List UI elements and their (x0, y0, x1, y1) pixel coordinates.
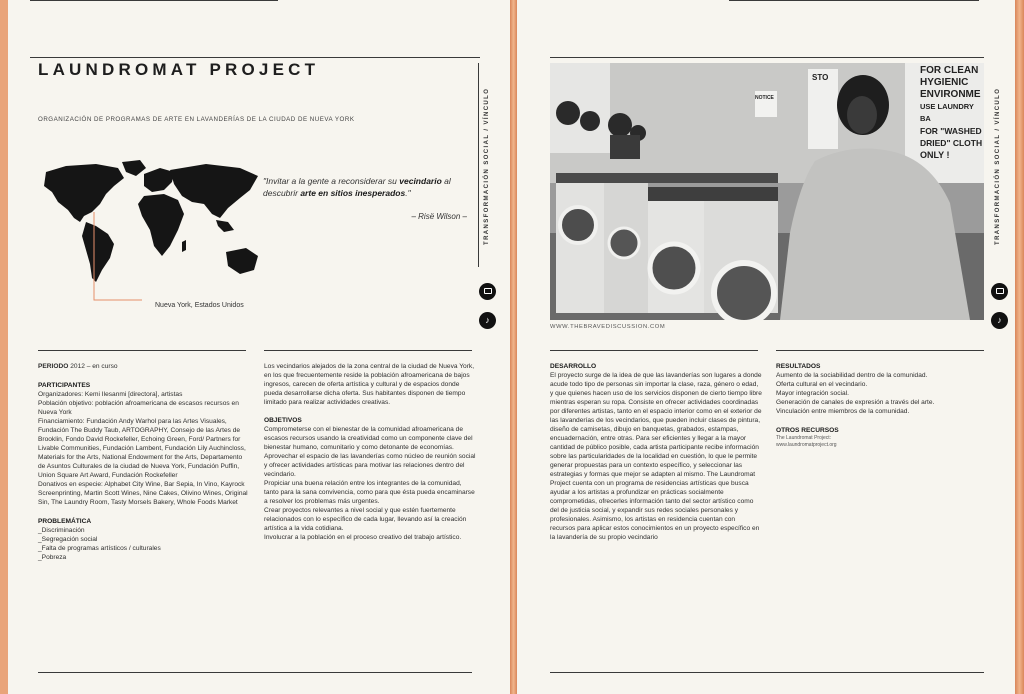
africa-shape (138, 194, 184, 256)
right-page-edge (1015, 0, 1024, 694)
bottom-rule (550, 672, 984, 673)
periodo-value: 2012 – en curso (68, 363, 118, 370)
objetivo-line: Involucrar a la población en el proceso creativo del trabajo artístico. (264, 534, 462, 541)
world-map (36, 160, 268, 310)
problematica-label: PROBLEMÁTICA (38, 518, 92, 525)
column-objectives (264, 362, 476, 542)
objetivo-line: Crear proyectos relevantes a nivel social y que estén fuertemente relacionados con lo específico de cada lugar, llevando así la creación artística a la vida cotidiana. (264, 507, 467, 532)
objetivos-label: OBJETIVOS (264, 417, 302, 424)
column-participants (38, 362, 250, 562)
col2-rule (264, 350, 472, 351)
top-rule (30, 0, 278, 1)
objetivo-line: Comprometerse con el bienestar de la comunidad afroamericana de escasos recursos usando la creatividad como un componente clave del bienestar humano, comunitario y como detonante de economías. (264, 426, 473, 451)
quote: "Invitar a la gente a reconsiderar su vecindario al descubrir arte en sitios inesperados." (263, 176, 451, 198)
desarrollo-text: El proyecto surge de la idea de que las lavanderías son lugares a donde acude todo tipo de personas sin importar la clase, raza, género o edad, y que quienes hacen uso de los servicios disponen de cierto tiempo libre mientras esperan su ropa. Consiste en ofrecer actividades coordinadas por diferentes artistas, tanto en el espacio interior como en el exterior de las lavanderías de los vecindarios, que pueden incluir clases de pintura, diseño de camisetas, dibujo en banquetas, grabados, estampas, encuadernación, entre otras. Para ser eficientes y llegar a la mayor cantidad de público posible, cada artista participante recibe información sobre las particularidades de la localidad en cuestión, lo que le permite generar propuestas para un contexto específico, y seleccionar las estrategias y formas que mejor se adapten al mismo. The Laundromat Project cuenta con un programa de residencias artísticas que busca ayudar a los artistas a profundizar en prácticas socialmente comprometidas, ofrecerles información tanto del sector artístico como del de justicia social, y expandir sus redes sociales personales y profesionales. Asimismo, los artistas en residencia cuentan con recursos para aplicar estos conocimientos en un proyecto específico en la lavandería de su propio vecindario (550, 372, 762, 541)
southeast-asia-shape (216, 220, 234, 232)
asia-shape (170, 164, 258, 218)
greenland-shape (122, 160, 146, 176)
resultado-item: Oferta cultural en el vecindario. (776, 381, 868, 388)
header-rule (550, 57, 984, 58)
header-rule (30, 57, 480, 58)
resource-name: The Laundromat Project: (776, 435, 832, 441)
map-caption: Nueva York, Estados Unidos (155, 302, 244, 309)
music-note-icon[interactable]: ♪ (991, 312, 1008, 329)
right-page (517, 0, 1015, 694)
photo-store-sign: STO (812, 73, 829, 82)
europe-shape (144, 168, 174, 192)
photo-credit: WWW.THEBRAVEDISCUSSION.COM (550, 324, 666, 330)
participantes-line: Donativos en especie: Alphabet City Wine, Bar Sepia, In Vino, Kayrock Screenprinting, Martin Scott Wines, Nine Cakes, Olivino Wines, Original Sin, The Laundry Room, Tasty Morsels Bakery, Whole Foods Market (38, 481, 248, 506)
screen-icon[interactable] (479, 283, 496, 300)
australia-shape (226, 248, 258, 274)
laundromat-photo (550, 63, 984, 320)
photo-notice-sign: NOTICE (755, 95, 774, 101)
resultados-label: RESULTADOS (776, 363, 821, 370)
desarrollo-label: DESARROLLO (550, 363, 597, 370)
col3-rule (550, 350, 758, 351)
col4-rule (776, 350, 984, 351)
intro-text: Los vecindarios alejados de la zona central de la ciudad de Nueva York, en los que frecuentemente reside la población afroamericana de bajos ingresos, carecen de oferta artística y cultural y de espacios donde pueda desarrollarse dicha oferta. Sus habitantes disponen de tiempo limitado para realizar actividades creativas. (264, 363, 475, 406)
photo-sign-text: FOR CLEAN HYGIENIC ENVIRONME USE LAUNDRY BA FOR "WASHED DRIED" CLOTH ONLY ! (920, 65, 983, 160)
left-page (8, 0, 510, 694)
participantes-label: PARTICIPANTES (38, 382, 91, 389)
quote-author: – Risë Wilson – (411, 212, 467, 221)
south-america-shape (82, 222, 114, 282)
resultado-item: Vinculación entre miembros de la comunidad. (776, 408, 910, 415)
side-label: TRANSFORMACIÓN SOCIAL / VÍNCULO (484, 87, 490, 245)
col1-rule (38, 350, 246, 351)
participantes-line: Población objetivo: población afroamericana de escasos recursos en Nueva York (38, 400, 239, 416)
periodo-label: PERIODO (38, 363, 69, 370)
objetivo-line: Aprovechar el espacio de las lavanderías como núcleo de reunión social y ofrecer actividades artísticas para motivar las relaciones dentro del vecindario. (264, 453, 476, 478)
problematica-item: _Segregación social (38, 536, 98, 543)
objetivo-line: Propiciar una buena relación entre los integrantes de la comunidad, tanto para la sana convivencia, como para que ésta pueda encaminarse a resolver los problemas más urgentes. (264, 480, 475, 505)
photo-illustration (550, 63, 984, 320)
side-rule (478, 63, 479, 267)
screen-icon[interactable] (991, 283, 1008, 300)
madagascar-shape (182, 240, 186, 252)
column-desarrollo (550, 362, 762, 542)
problematica-item: _Falta de programas artísticos / culturales (38, 545, 161, 552)
page-title: LAUNDROMAT PROJECT (38, 60, 320, 79)
top-rule (729, 0, 979, 1)
column-resultados (776, 362, 988, 449)
participantes-line: Financiamiento: Fundación Andy Warhol para las Artes Visuales, Fundación The Buddy Taub, ARTOGRAPHY, Consejo de las Artes de Brooklin, Fondo David Rockefeller, Echoing Green, Ford/ Partners for Livable Communities, Fundación Lambent, Fundación Lily Auchincloss, Materials for the Arts, National Endowment for the Arts, Departamento de Asuntos Culturales de la ciudad de Nueva York, Fundación Puffin, Union Square Art Award, Fundación Rockefeller (38, 418, 246, 479)
problematica-item: _Pobreza (38, 554, 67, 561)
resource-link[interactable]: www.laundromatproject.org (776, 442, 837, 448)
book-gutter (510, 0, 517, 694)
problematica-item: _Discriminación (38, 527, 85, 534)
north-america-shape (44, 164, 124, 222)
resultado-item: Mayor integración social. (776, 390, 849, 397)
resultado-item: Generación de canales de expresión a través del arte. (776, 399, 935, 406)
page-subtitle: ORGANIZACIÓN DE PROGRAMAS DE ARTE EN LAVANDERÍAS DE LA CIUDAD DE NUEVA YORK (38, 116, 355, 123)
side-label: TRANSFORMACIÓN SOCIAL / VÍNCULO (995, 87, 1001, 245)
bottom-rule (38, 672, 472, 673)
participantes-line: Organizadores: Kemi Ilesanmi [directora], artistas (38, 391, 183, 398)
resultado-item: Aumento de la sociabilidad dentro de la comunidad. (776, 372, 928, 379)
otros-recursos-label: OTROS RECURSOS (776, 427, 839, 434)
music-note-icon[interactable]: ♪ (479, 312, 496, 329)
